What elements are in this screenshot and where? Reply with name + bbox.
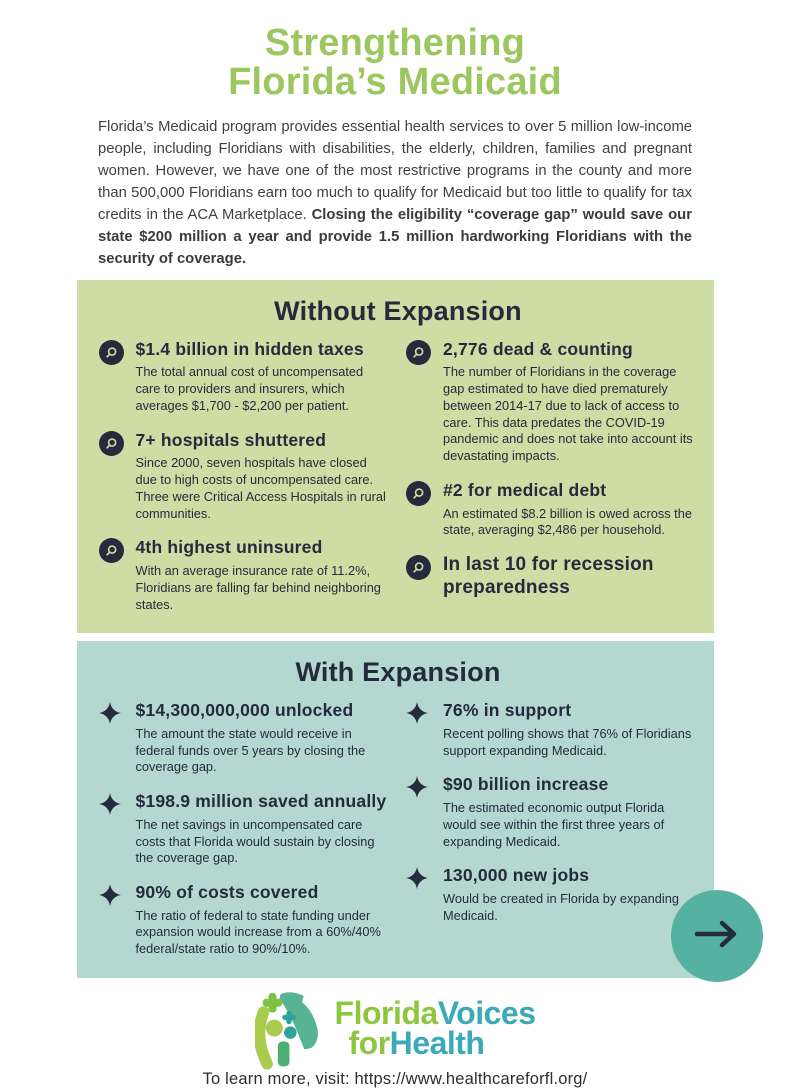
without-expansion-right-column xyxy=(406,339,698,617)
stat-title: $90 billion increase xyxy=(443,774,609,795)
florida-state-shape xyxy=(279,992,317,1049)
stat-title: $198.9 million saved annually xyxy=(135,791,387,812)
stat-item xyxy=(406,554,698,599)
stat-title: 130,000 new jobs xyxy=(443,865,590,886)
stat-desc: Recent polling shows that 76% of Floridians support expanding Medicaid. xyxy=(443,725,692,758)
footer xyxy=(0,988,790,1070)
stat-item xyxy=(406,480,698,539)
next-page-button[interactable] xyxy=(671,890,763,982)
stat-desc: With an average insurance rate of 11.2%, Floridians are falling far behind neighboring states. xyxy=(135,563,381,612)
with-expansion-right-column xyxy=(406,700,698,962)
page-title xyxy=(0,24,790,102)
stat-desc: An estimated $8.2 billion is owed across the state, averaging $2,486 per household. xyxy=(443,505,692,538)
magnifier-icon xyxy=(99,339,124,415)
page-root xyxy=(0,24,790,1089)
stat-title: 7+ hospitals shuttered xyxy=(135,429,327,450)
logo-word-health: Health xyxy=(389,1024,485,1061)
logo-word-for: for xyxy=(348,1024,390,1061)
logo-word-voices: Voices xyxy=(437,995,536,1032)
with-expansion-columns xyxy=(99,700,698,962)
intro-text-normal: Florida’s Medicaid program provides essential health services to over 5 million low-income people, including Floridians with disabilities, the elderly, children, families and pregnant women. However, we have one of the most restrictive programs in the county and more than 500,000 Floridians earn too much to qualify for Medicaid but too little to qualify for tax credits in the ACA Marketplace. xyxy=(98,118,692,223)
magnifier-icon xyxy=(406,339,431,465)
without-expansion-left-column xyxy=(99,339,391,617)
stat-title: In last 10 for recession preparedness xyxy=(443,554,654,598)
stat-item xyxy=(406,700,698,759)
page-title-line-2: Florida’s Medicaid xyxy=(228,60,562,103)
sparkle-icon xyxy=(99,791,124,867)
stat-item xyxy=(406,774,698,850)
stat-title: 90% of costs covered xyxy=(135,882,319,903)
stat-item xyxy=(406,865,698,924)
logo-word-florida: Florida xyxy=(334,995,438,1032)
florida-voices-logo-text xyxy=(334,995,536,1061)
sparkle-icon xyxy=(99,882,124,958)
stat-desc: The ratio of federal to state funding under expansion would increase from a 60%/40% federal/state ratio to 90%/10%. xyxy=(135,907,381,957)
stat-item xyxy=(99,537,391,613)
without-expansion-heading: Without Expansion xyxy=(274,295,522,326)
stat-item xyxy=(99,339,391,415)
stat-desc: The estimated economic output Florida would see within the first three years of expanding Medicaid. xyxy=(443,800,665,849)
stat-item xyxy=(99,700,391,776)
magnifier-icon xyxy=(406,480,431,539)
stat-desc: Would be created in Florida by expanding Medicaid. xyxy=(443,890,679,923)
sparkle-icon xyxy=(99,700,124,776)
with-expansion-heading: With Expansion xyxy=(295,657,501,688)
arrow-right-icon xyxy=(691,919,743,954)
stat-item xyxy=(99,882,391,958)
stat-desc: The number of Floridians in the coverage gap estimated to have died prematurely between 2014-17 due to lack of access to care. This data predates the COVID-19 pandemic and does not take into account its devastating impacts. xyxy=(443,364,693,464)
sparkle-icon xyxy=(406,700,431,759)
stat-title: $1.4 billion in hidden taxes xyxy=(135,338,364,359)
page-title-line-1: Strengthening xyxy=(264,22,526,64)
without-expansion-panel xyxy=(77,280,714,633)
with-expansion-left-column xyxy=(99,700,391,962)
intro-paragraph xyxy=(98,116,692,270)
magnifier-icon xyxy=(406,554,431,599)
stat-desc: The amount the state would receive in federal funds over 5 years by closing the coverage gap. xyxy=(135,725,366,775)
stat-item xyxy=(406,339,698,465)
magnifier-icon xyxy=(99,537,124,613)
stat-title: 2,776 dead & counting xyxy=(443,338,633,359)
magnifier-icon xyxy=(99,430,124,523)
stat-item xyxy=(99,430,391,523)
stat-title: $14,300,000,000 unlocked xyxy=(135,700,354,721)
stat-item xyxy=(99,791,391,867)
intro-text-bold: Closing the eligibility “coverage gap” would save our state $200 million a year and provide 1.5 million hardworking Floridians with the security of coverage. xyxy=(98,206,692,267)
stat-desc: The total annual cost of uncompensated care to providers and insurers, which averages $1,700 - $2,200 per patient. xyxy=(135,364,364,413)
stat-title: 76% in support xyxy=(443,700,572,721)
stat-title: #2 for medical debt xyxy=(443,479,607,500)
learn-more-link[interactable]: To learn more, visit: https://www.healthcareforfl.org/ xyxy=(202,1069,588,1088)
stat-desc: Since 2000, seven hospitals have closed due to high costs of uncompensated care. Three were Critical Access Hospitals in rural communities. xyxy=(135,455,386,521)
without-expansion-columns xyxy=(99,339,698,617)
stat-desc: The net savings in uncompensated care costs that Florida would sustain by closing the coverage gap. xyxy=(135,816,375,866)
sparkle-icon xyxy=(406,865,431,924)
stat-title: 4th highest uninsured xyxy=(135,537,323,558)
with-expansion-panel xyxy=(77,641,714,978)
florida-voices-logo-mark xyxy=(255,988,331,1070)
sparkle-icon xyxy=(406,774,431,850)
